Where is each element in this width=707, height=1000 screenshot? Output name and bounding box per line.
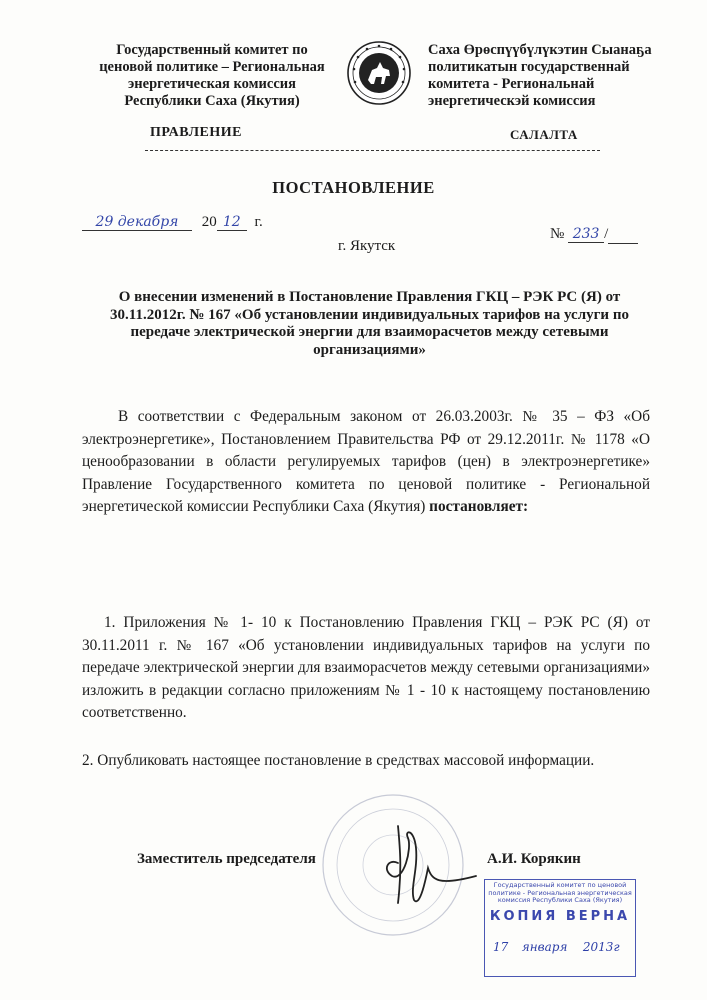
number-value: 233 — [568, 226, 604, 243]
header-left-line: Республики Саха (Якутия) — [124, 93, 300, 109]
department-yakut: САЛАЛТА — [510, 127, 578, 142]
stamp-date-month: января — [521, 939, 568, 954]
signatory-name: А.И. Корякин — [487, 851, 581, 867]
header-left-line: энергетическая комиссия — [128, 76, 296, 92]
handwritten-signature-icon — [368, 808, 478, 918]
signatory-title: Заместитель председателя — [137, 851, 316, 867]
stamp-text: КОПИЯ ВЕРНА — [489, 908, 631, 924]
preamble-paragraph — [82, 406, 650, 519]
resolution-item-2: 2. Опубликовать настоящее постановление в средствах массовой информации. — [82, 752, 595, 769]
header-right-line: Саха Өрөспүүбүлүкэтин Сыанаҕа — [428, 42, 652, 58]
header-org-russian — [92, 42, 332, 110]
resolves-label: постановляет: — [429, 498, 529, 516]
date-unit: г. — [254, 214, 263, 230]
certified-copy-stamp — [484, 879, 636, 977]
preamble-text: В соответствии с Федеральным законом от 26.03.2003г. № 35 – ФЗ «Об электроэнергетике», Постановлением Правительства РФ от 29.12.2011г. № 1178 «О ценообразовании в области регулируемых тарифов (цен) в электроэнергетике» Правление Государственного комитета по ценовой политике - Региональной энергетической комиссии Республики Саха (Якутия) — [82, 408, 650, 516]
header-left-line: Государственный комитет по — [116, 42, 308, 58]
document-city: г. Якутск — [338, 238, 396, 254]
stamp-date — [485, 940, 635, 954]
stamp-date-year: 2013г — [582, 939, 620, 954]
date-year-suffix: 12 — [217, 214, 247, 231]
header-org-yakut — [428, 42, 690, 110]
header-right-line: энергетическэй комиссия — [428, 93, 596, 109]
header-divider — [145, 150, 600, 151]
header-left-line: ценовой политике – Региональная — [99, 59, 325, 75]
coat-of-arms-emblem-icon — [346, 40, 412, 106]
date-day-month: 29 декабря — [82, 214, 192, 231]
date-year-prefix: 20 — [201, 214, 217, 230]
number-separator: / — [604, 226, 609, 242]
document-date — [82, 214, 263, 231]
number-prefix: № — [550, 226, 565, 242]
resolution-item-1: 1. Приложения № 1- 10 к Постановлению Правления ГКЦ – РЭК РС (Я) от 30.11.2011 г. № 167 «Об установлении индивидуальных тарифов на услуги по передаче электрической энергии для взаиморасчетов между сетевыми организациями» изложить в редакции согласно приложениям № 1 - 10 к настоящему постановлению соответственно. — [82, 614, 650, 722]
document-number — [550, 226, 638, 244]
department-russian: ПРАВЛЕНИЕ — [150, 125, 242, 140]
header-right-line: комитета - Региональнай — [428, 76, 595, 92]
document-title: ПОСТАНОВЛЕНИЕ — [272, 178, 435, 197]
document-subject: О внесении изменений в Постановление Правления ГКЦ – РЭК РС (Я) от 30.11.2012г. № 167 «Об установлении индивидуальных тарифов на услуги по передаче электрической энергии для взаиморасчетов между сетевыми организациями» — [110, 289, 629, 358]
stamp-organization: Государственный комитет по ценовой политике - Региональная энергетическая комиссия Республики Саха (Якутия) — [488, 881, 632, 904]
header-right-line: политикатын государственнай — [428, 59, 630, 75]
stamp-date-day: 17 — [493, 939, 509, 954]
